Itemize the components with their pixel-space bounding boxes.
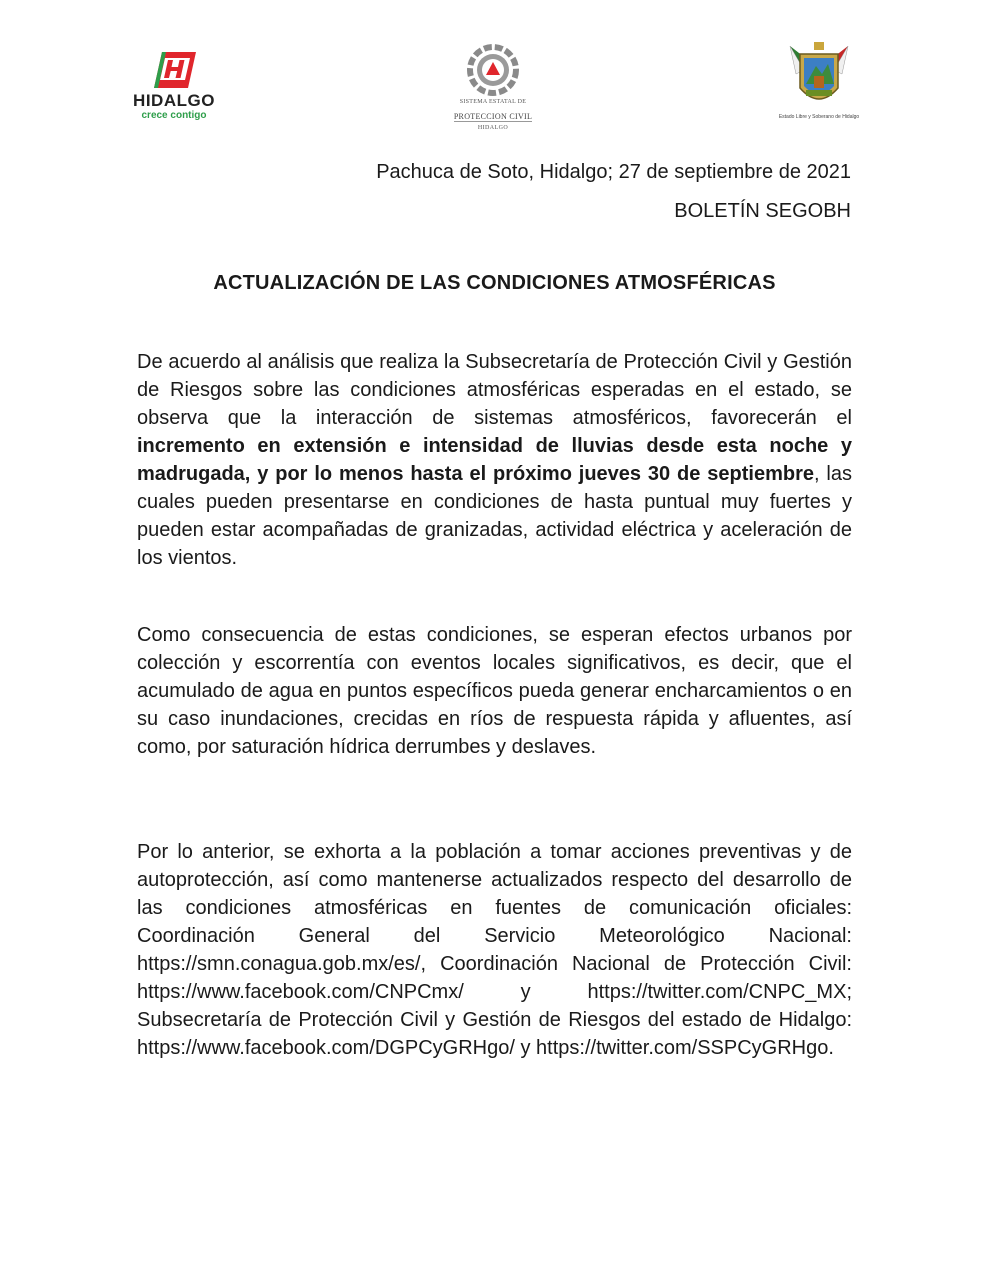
- hidalgo-tagline: crece contigo: [141, 110, 207, 121]
- link-cnpc-twitter[interactable]: https://twitter.com/CNPC_MX: [587, 981, 847, 1003]
- escudo-hidalgo-logo: [778, 40, 860, 120]
- paragraph-1: [137, 348, 852, 572]
- dateline: Pachuca de Soto, Hidalgo; 27 de septiembre de 2021: [376, 161, 851, 183]
- hidalgo-logo: [128, 50, 220, 121]
- p3-text-f: .: [828, 1037, 834, 1059]
- coat-of-arms-icon: [784, 40, 854, 112]
- pc-logo-line2: PROTECCION CIVIL: [453, 112, 533, 121]
- p3-text-b: , Coordinación Nacional de Protección Civil:: [420, 953, 852, 975]
- document-title: ACTUALIZACIÓN DE LAS CONDICIONES ATMOSFÉRICAS: [213, 272, 776, 294]
- h-logo-icon: [150, 50, 198, 90]
- p3-text-a: Por lo anterior, se exhorta a la población a tomar acciones preventivas y de autoprotección, así como mantenerse actualizados respecto del desarrollo de las condiciones atmosféricas en fuentes de comunicación oficiales: Coordinación General del Servicio Meteorológico Nacional:: [137, 841, 852, 947]
- civil-protection-emblem-icon: [467, 44, 519, 96]
- proteccion-civil-logo: [446, 44, 540, 132]
- p3-text-e: y: [514, 1037, 537, 1059]
- p1-text-a: De acuerdo al análisis que realiza la Subsecretaría de Protección Civil y Gestión de Riesgos sobre las condiciones atmosféricas esperadas en el estado, se observa que la interacción de sistemas atmosféricos, favorecerán el: [137, 351, 852, 429]
- paragraph-3: [137, 838, 852, 1062]
- paragraph-2: Como consecuencia de estas condiciones, se esperan efectos urbanos por colección y escorrentía con eventos locales significativos, es decir, que el acumulado de agua en puntos específicos pueda generar encharcamientos o en su caso inundaciones, crecidas en ríos de respuesta rápida y afluentes, así como, por saturación hídrica derrumbes y deslaves.: [137, 624, 852, 758]
- hidalgo-wordmark: HIDALGO: [133, 91, 215, 110]
- p1-text-b: , las cuales pueden presentarse en condiciones de hasta puntual muy fuertes y pueden estar acompañadas de granizadas, actividad eléctrica y aceleración de los vientos.: [137, 463, 852, 569]
- escudo-caption: Estado Libre y Soberano de Hidalgo: [778, 114, 860, 120]
- link-dgpc-facebook[interactable]: https://www.facebook.com/DGPCyGRHgo/: [137, 1037, 515, 1059]
- link-cnpc-facebook[interactable]: https://www.facebook.com/CNPCmx/: [137, 981, 464, 1003]
- bulletin-label: BOLETÍN SEGOBH: [674, 200, 851, 222]
- p3-text-d: ; Subsecretaría de Protección Civil y Gestión de Riesgos del estado de Hidalgo:: [137, 981, 852, 1031]
- pc-logo-line3: HIDALGO: [477, 125, 509, 131]
- p1-bold-text: incremento en extensión e intensidad de lluvias desde esta noche y madrugada, y por lo menos hasta el próximo jueves 30 de septiembre: [137, 435, 852, 485]
- p3-text-c: y: [463, 981, 588, 1003]
- pc-logo-line1: SISTEMA ESTATAL DE: [459, 99, 527, 105]
- link-smn[interactable]: https://smn.conagua.gob.mx/es/: [137, 953, 421, 975]
- link-sspc-twitter[interactable]: https://twitter.com/SSPCyGRHgo: [536, 1037, 829, 1059]
